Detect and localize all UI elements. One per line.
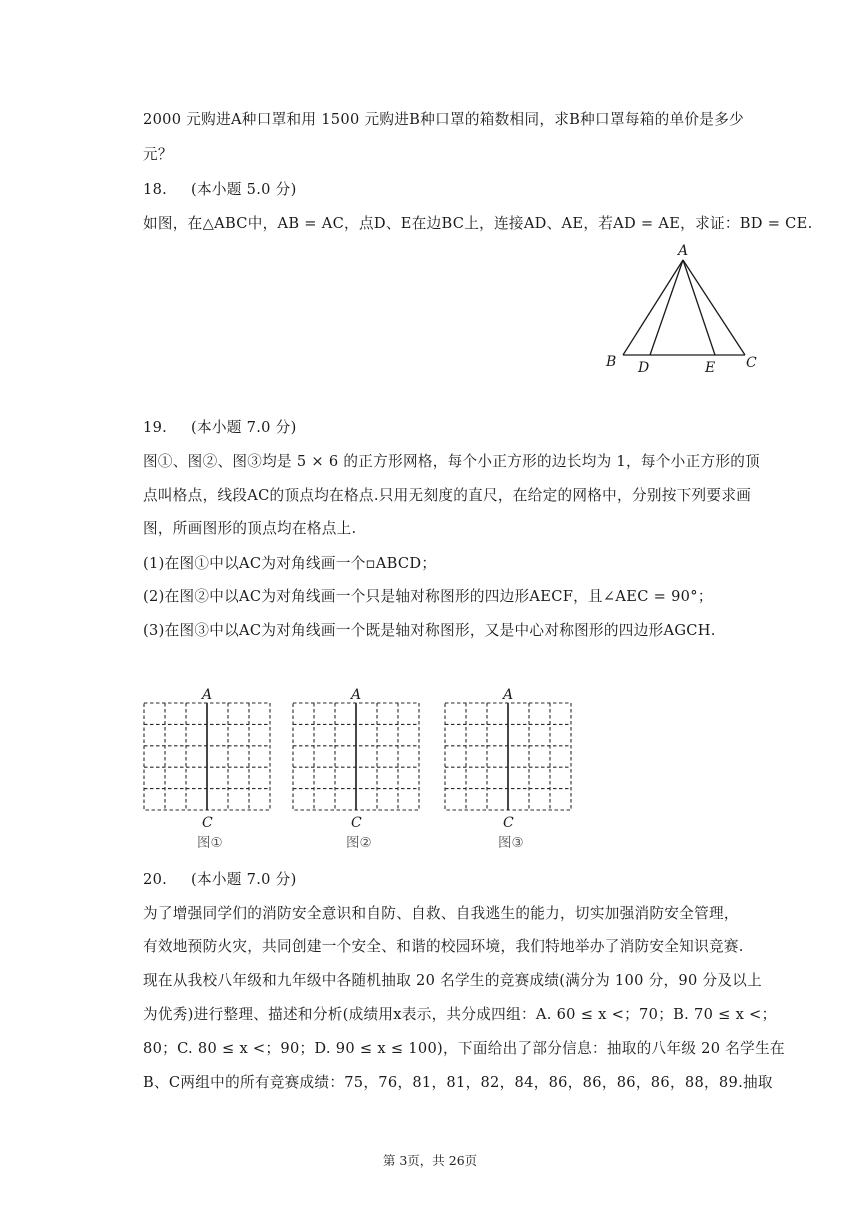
q20-header bbox=[143, 870, 297, 890]
q19-intro-line-3: 图，所画图形的顶点均在格点上. bbox=[143, 520, 357, 537]
grid-label-c: C bbox=[351, 815, 362, 831]
q20-line-3: 现在从我校八年级和九年级中各随机抽取 20 名学生的竞赛成绩(满分为 100 分，90 分及以上 bbox=[143, 972, 763, 989]
q19-intro-line-2: 点叫格点，线段AC的顶点均在格点.只用无刻度的直尺，在给定的网格中，分别按下列要求画 bbox=[143, 487, 752, 504]
grid-caption: 图① bbox=[197, 835, 223, 851]
q18-text: 如图，在△ABC中，AB = AC，点D、E在边BC上，连接AD、AE，若AD = AE，求证：BD = CE. bbox=[143, 215, 813, 232]
grid-label-a: A bbox=[351, 687, 362, 703]
vertex-label-e: E bbox=[705, 360, 716, 376]
q20-line-4: 为优秀)进行整理、描述和分析(成绩用x表示，共分成四组：A. 60 ≤ x <；70；B. 70 ≤ x <； bbox=[143, 1006, 777, 1023]
grid-figure-2 bbox=[289, 685, 429, 855]
q20-line-5: 80；C. 80 ≤ x <；90；D. 90 ≤ x ≤ 100)，下面给出了部分信息：抽取的八年级 20 名学生在 bbox=[143, 1040, 785, 1057]
grid-label-c: C bbox=[503, 815, 514, 831]
grid-figure-3 bbox=[441, 685, 581, 855]
q19-number: 19. bbox=[143, 419, 168, 436]
page-footer: 第 3页，共 26页 bbox=[382, 1153, 478, 1168]
grid-caption: 图② bbox=[346, 835, 372, 851]
q18-number: 18. bbox=[143, 181, 168, 198]
triangle-figure bbox=[598, 240, 768, 378]
q18-header bbox=[143, 180, 297, 200]
q17-text-line-2: 元？ bbox=[143, 146, 173, 163]
q20-line-2: 有效地预防火灾，共同创建一个安全、和谐的校园环境，我们特地举办了消防安全知识竞赛. bbox=[143, 938, 744, 955]
grid-label-a: A bbox=[503, 687, 514, 703]
grid-label-a: A bbox=[202, 687, 213, 703]
vertex-label-a: A bbox=[678, 243, 689, 259]
grid-figure-1 bbox=[140, 685, 280, 855]
q19-part-1: (1)在图①中以AC为对角线画一个▫ABCD； bbox=[143, 555, 437, 572]
q20-line-6: B、C两组中的所有竞赛成绩：75，76，81，81，82，84，86，86，86，86，88，89.抽取 bbox=[143, 1074, 773, 1091]
q19-header bbox=[143, 418, 297, 438]
vertex-label-c: C bbox=[746, 355, 757, 371]
q20-number: 20. bbox=[143, 871, 168, 888]
vertex-label-d: D bbox=[638, 360, 650, 376]
q20-score: (本小题 7.0 分) bbox=[191, 871, 297, 888]
q20-line-1: 为了增强同学们的消防安全意识和自防、自救、自我逃生的能力，切实加强消防安全管理， bbox=[143, 905, 739, 922]
grid-caption: 图③ bbox=[498, 835, 524, 851]
q19-part-3: (3)在图③中以AC为对角线画一个既是轴对称图形，又是中心对称图形的四边形AGCH. bbox=[143, 622, 716, 639]
vertex-label-b: B bbox=[606, 354, 617, 370]
q19-part-2: (2)在图②中以AC为对角线画一个只是轴对称图形的四边形AECF，且∠AEC = 90°； bbox=[143, 588, 713, 605]
q17-text-line-1: 2000 元购进A种口罩和用 1500 元购进B种口罩的箱数相同，求B种口罩每箱的单价是多少 bbox=[143, 111, 744, 128]
grid-label-c: C bbox=[202, 815, 213, 831]
q19-score: (本小题 7.0 分) bbox=[191, 419, 297, 436]
q18-score: (本小题 5.0 分) bbox=[191, 181, 297, 198]
q19-intro-line-1: 图①、图②、图③均是 5 × 6 的正方形网格，每个小正方形的边长均为 1，每个小正方形的顶 bbox=[143, 453, 761, 470]
